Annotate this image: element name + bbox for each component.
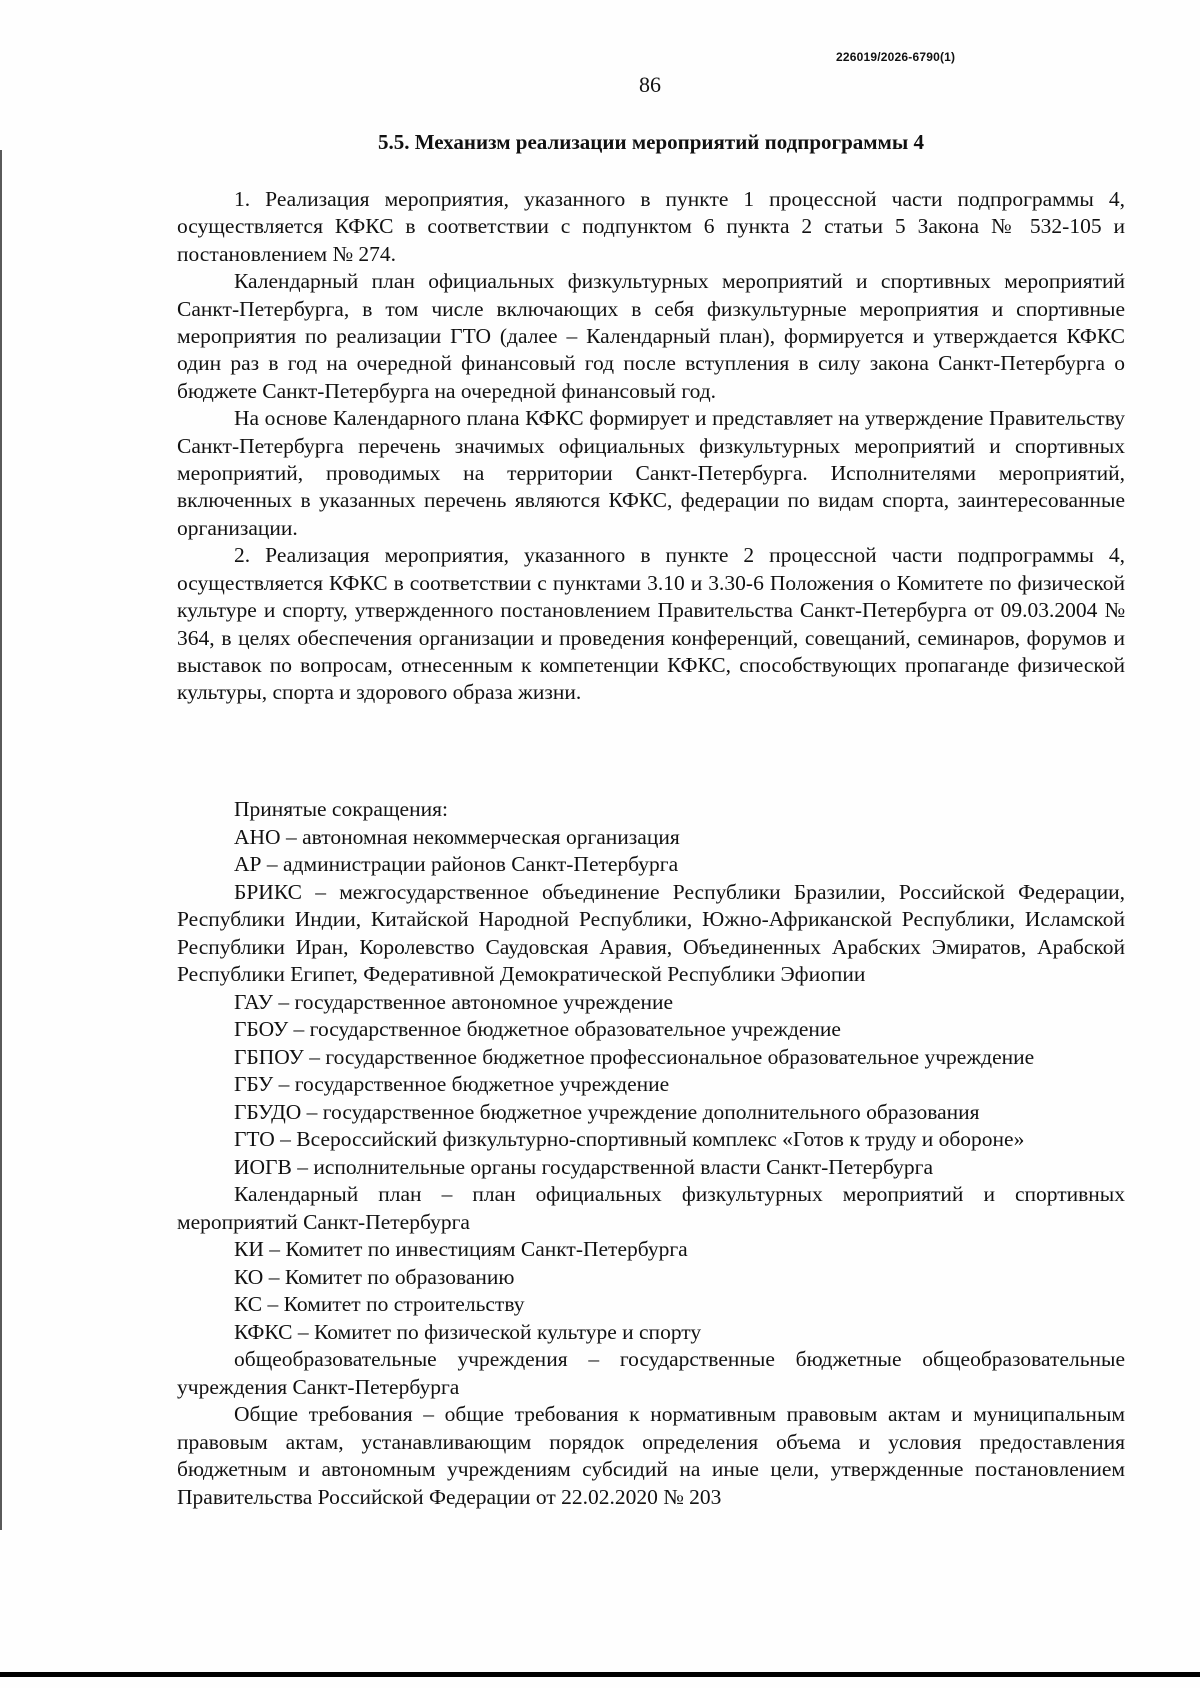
paragraph: 2. Реализация мероприятия, указанного в пункте 2 процессной части подпрограммы 4, осуществляется КФКС в соответствии с пунктами 3.10 и 3.30-6 Положения о Комитете по физической культуре и спорту, утвержденного постановлением Правительства Санкт-Петербурга от 09.03.2004 № 364, в целях обеспечения организации и проведения конференций, совещаний, семинаров, форумов и выставок по вопросам, отнесенным к компетенции КФКС, способствующих пропаганде физической культуры, спорта и здорового образа жизни. <box>177 543 1125 705</box>
document-id: 226019/2026-6790(1) <box>836 50 956 64</box>
abbreviation-item: ГТО – Всероссийский физкультурно-спортивный комплекс «Готов к труду и обороне» <box>234 1127 1025 1151</box>
paragraph: 1. Реализация мероприятия, указанного в пункте 1 процессной части подпрограммы 4, осуществляется КФКС в соответствии с подпунктом 6 пункта 2 статьи 5 Закона № 532-105 и постановлением № 274. <box>177 187 1125 266</box>
abbreviation-item: КС – Комитет по строительству <box>234 1292 525 1316</box>
abbreviation-item: ГБПОУ – государственное бюджетное профессиональное образовательное учреждение <box>234 1044 1035 1069</box>
abbreviation-item: АР – администрации районов Санкт-Петербурга <box>234 852 679 876</box>
body-text <box>177 186 1125 707</box>
page-number: 86 <box>639 72 661 97</box>
abbreviation-item: ИОГВ – исполнительные органы государственной власти Санкт-Петербурга <box>234 1154 934 1179</box>
abbreviation-item: АНО – автономная некоммерческая организация <box>234 824 680 849</box>
scan-left-edge <box>0 150 2 1530</box>
abbreviation-item: ГАУ – государственное автономное учреждение <box>234 989 674 1014</box>
paragraph: Календарный план официальных физкультурных мероприятий и спортивных мероприятий Санкт-Петербурга, в том числе включающих в себя физкультурные мероприятия и спортивные мероприятия по реализации ГТО (далее – Календарный план), формируется и утверждается КФКС один раз в год на очередной финансовый год после вступления в силу закона Санкт-Петербурга о бюджете Санкт-Петербурга на очередной финансовый год. <box>177 269 1125 403</box>
section-title: 5.5. Механизм реализации мероприятий подпрограммы 4 <box>377 130 925 154</box>
abbreviation-item: ГБУДО – государственное бюджетное учреждение дополнительного образования <box>234 1099 980 1124</box>
abbreviation-item: ГБОУ – государственное бюджетное образовательное учреждение <box>234 1017 841 1041</box>
abbreviation-item: Календарный план – план официальных физкультурных мероприятий и спортивных мероприятий Санкт-Петербурга <box>177 1182 1125 1234</box>
abbreviation-item: Общие требования – общие требования к нормативным правовым актам и муниципальным правовым актам, устанавливающим порядок определения объема и условия предоставления бюджетным и автономным учреждениям субсидий на иные цели, утвержденные постановлением Правительства Российской Федерации от 22.02.2020 № 203 <box>177 1402 1125 1509</box>
scan-bottom-edge <box>0 1672 1200 1677</box>
abbreviations-heading: Принятые сокращения: <box>234 797 448 821</box>
abbreviation-item: КФКС – Комитет по физической культуре и спорту <box>234 1319 702 1344</box>
paragraph: На основе Календарного плана КФКС формирует и представляет на утверждение Правительству Санкт-Петербурга перечень значимых официальных физкультурных мероприятий и спортивных мероприятий, проводимых на территории Санкт-Петербурга. Исполнителями мероприятий, включенных в указанных перечень являются КФКС, федерации по видам спорта, заинтересованные организации. <box>177 406 1125 540</box>
abbreviations-list <box>177 796 1125 1511</box>
abbreviation-item: ГБУ – государственное бюджетное учреждение <box>234 1072 670 1096</box>
abbreviation-item: КИ – Комитет по инвестициям Санкт-Петербурга <box>234 1237 688 1261</box>
abbreviation-item: общеобразовательные учреждения – государственные бюджетные общеобразовательные учреждения Санкт-Петербурга <box>177 1347 1125 1399</box>
abbreviation-item: КО – Комитет по образованию <box>234 1264 515 1289</box>
abbreviation-item: БРИКС – межгосударственное объединение Республики Бразилии, Российской Федерации, Республики Индии, Китайской Народной Республики, Южно-Африканской Республики, Исламской Республики Иран, Королевство Саудовская Аравия, Объединенных Арабских Эмиратов, Арабской Республики Египет, Федеративной Демократической Республики Эфиопии <box>177 879 1125 986</box>
